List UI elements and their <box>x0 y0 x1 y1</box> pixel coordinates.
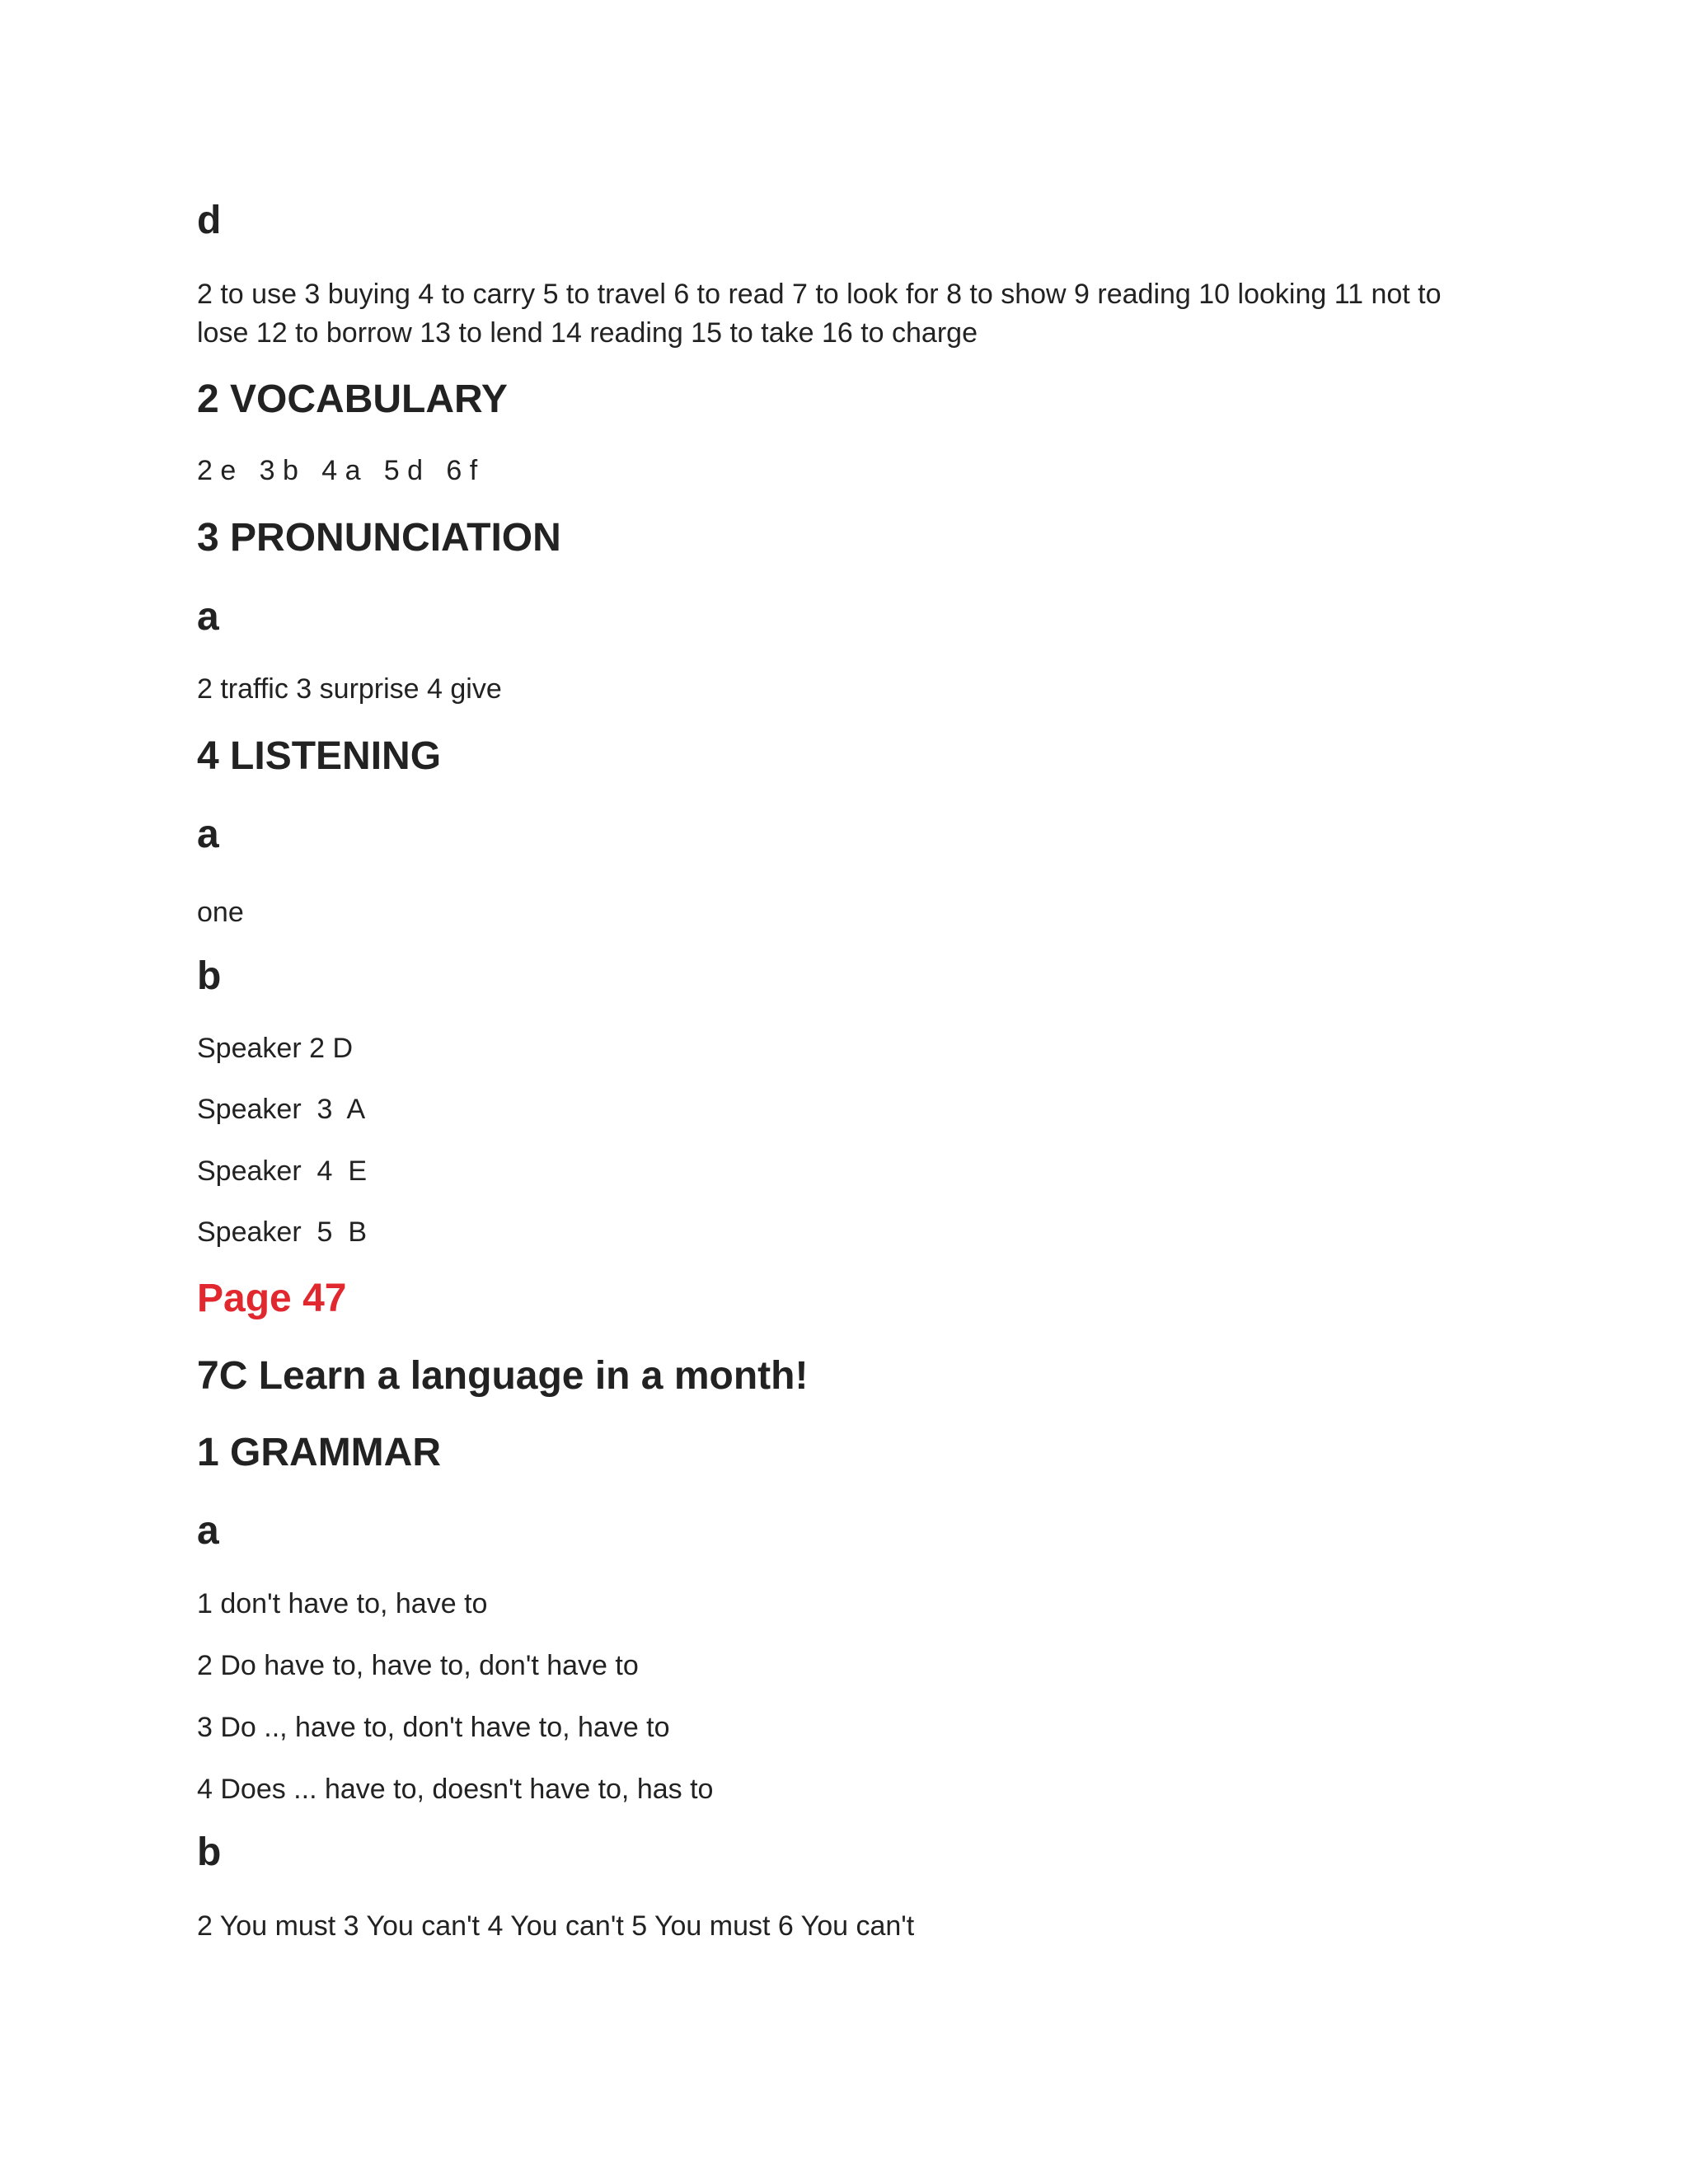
pronunciation-a-heading: a <box>197 595 219 639</box>
grammar-heading: 1 GRAMMAR <box>197 1431 441 1474</box>
section-d-answers-line1: 2 to use 3 buying 4 to carry 5 to travel 6 to read 7 to look for 8 to show 9 reading 10 looking 11 not to <box>197 279 1442 310</box>
unit-title: 7C Learn a language in a month! <box>197 1354 809 1398</box>
listening-b-answer-4: Speaker 5 B <box>197 1216 368 1248</box>
section-d-heading: d <box>197 199 222 242</box>
pronunciation-a-answers: 2 traffic 3 surprise 4 give <box>197 673 502 705</box>
grammar-a-answer-2: 2 Do have to, have to, don't have to <box>197 1650 639 1681</box>
listening-a-answer: one <box>197 897 244 928</box>
listening-heading: 4 LISTENING <box>197 734 442 778</box>
listening-a-heading: a <box>197 813 219 856</box>
grammar-a-answer-3: 3 Do .., have to, don't have to, have to <box>197 1712 670 1743</box>
listening-b-answer-2: Speaker 3 A <box>197 1094 366 1125</box>
listening-b-heading: b <box>197 954 222 998</box>
page-label: Page 47 <box>197 1277 347 1320</box>
listening-b-answer-3: Speaker 4 E <box>197 1155 368 1187</box>
listening-b-answer-1: Speaker 2 D <box>197 1033 353 1064</box>
grammar-a-answer-1: 1 don't have to, have to <box>197 1588 488 1619</box>
grammar-a-heading: a <box>197 1509 219 1553</box>
vocabulary-heading: 2 VOCABULARY <box>197 377 508 421</box>
grammar-b-heading: b <box>197 1830 222 1874</box>
grammar-a-answer-4: 4 Does ... have to, doesn't have to, has to <box>197 1774 714 1805</box>
pronunciation-heading: 3 PRONUNCIATION <box>197 516 561 560</box>
grammar-b-answers: 2 You must 3 You can't 4 You can't 5 You must 6 You can't <box>197 1910 915 1942</box>
section-d-answers-line2: lose 12 to borrow 13 to lend 14 reading 15 to take 16 to charge <box>197 317 978 349</box>
vocabulary-answers: 2 e 3 b 4 a 5 d 6 f <box>197 455 478 486</box>
